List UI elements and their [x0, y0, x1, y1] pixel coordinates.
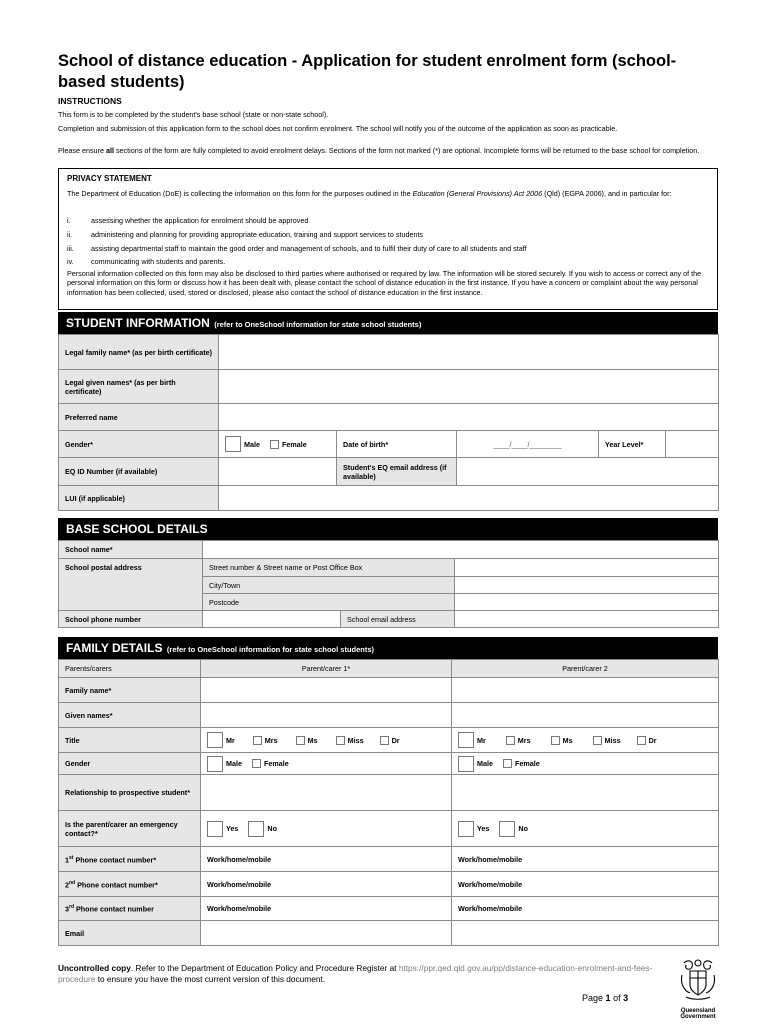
gender-female-checkbox[interactable]: [270, 440, 279, 449]
parent2-title-ms-checkbox[interactable]: [551, 736, 560, 745]
student-info-header: STUDENT INFORMATION (refer to OneSchool information for state school students): [58, 312, 718, 334]
postcode-label: Postcode: [203, 594, 455, 611]
parent1-emergency-options: Yes No: [201, 811, 452, 847]
school-email-label: School email address: [341, 611, 455, 628]
instructions-p2: Completion and submission of this application form to the school does not confirm enrolment. The school will notify you of the outcome of the application as soon as practicable.: [58, 124, 618, 133]
parent-family-name-label: Family name*: [59, 678, 201, 703]
parent2-gender-male-checkbox[interactable]: [458, 756, 474, 772]
relationship-label: Relationship to prospective student*: [59, 775, 201, 811]
dob-field[interactable]: ____/____/________: [457, 431, 599, 458]
parent1-title-dr-checkbox[interactable]: [380, 736, 389, 745]
base-school-header: BASE SCHOOL DETAILS: [58, 518, 718, 540]
parent2-gender-options: Male Female: [452, 753, 719, 775]
privacy-item: ii. administering and planning for providing appropriate education, training and support services to students: [67, 230, 424, 239]
school-phone-field[interactable]: [203, 611, 341, 628]
family-details-header: FAMILY DETAILS (refer to OneSchool information for state school students): [58, 637, 718, 659]
phone1-label: 1st Phone contact number*: [59, 847, 201, 872]
parent2-family-name-field[interactable]: [452, 678, 719, 703]
privacy-intro: The Department of Education (DoE) is collecting the information on this form for the purposes outlined in the Education (General Provisions) Act 2006 (Qld) (EGPA 2006), and in particular for:: [67, 189, 672, 198]
street-label: Street number & Street name or Post Office Box: [203, 559, 455, 577]
footer-note: Uncontrolled copy. Refer to the Department of Education Policy and Procedure Register at https://ppr.qed.qld.gov.au/pp/distance-education-enrolment-and-fees-procedure to ensure you have the most current version of this document.: [58, 963, 653, 984]
parent2-title-miss-checkbox[interactable]: [593, 736, 602, 745]
family-name-label: Legal family name* (as per birth certificate): [59, 335, 219, 370]
parent1-emergency-yes-checkbox[interactable]: [207, 821, 223, 837]
parent2-title-options: Mr Mrs Ms Miss Dr: [452, 728, 719, 753]
logo-text: Queensland Government: [680, 1008, 716, 1020]
city-field[interactable]: [455, 577, 719, 594]
family-details-table: [58, 659, 719, 946]
parent2-emergency-no-checkbox[interactable]: [499, 821, 515, 837]
parent2-header: Parent/carer 2: [452, 660, 719, 678]
instructions-p3: Please ensure all sections of the form are fully completed to avoid enrolment delays. Sections of the form not marked (*) are optional. Incomplete forms will be returned to the base school for completion.: [58, 146, 700, 155]
parent2-title-dr-checkbox[interactable]: [637, 736, 646, 745]
parent1-header: Parent/carer 1*: [201, 660, 452, 678]
parent1-family-name-field[interactable]: [201, 678, 452, 703]
parent2-emergency-options: Yes No: [452, 811, 719, 847]
parent2-email-field[interactable]: [452, 921, 719, 946]
parent1-given-names-field[interactable]: [201, 703, 452, 728]
parent2-phone2-field[interactable]: Work/home/mobile: [452, 872, 719, 897]
gender-options: Male Female: [219, 431, 337, 458]
eqid-field[interactable]: [219, 458, 337, 486]
parent2-title-mrs-checkbox[interactable]: [506, 736, 515, 745]
parent2-phone1-field[interactable]: Work/home/mobile: [452, 847, 719, 872]
parent2-phone3-field[interactable]: Work/home/mobile: [452, 897, 719, 921]
privacy-closing: Personal information collected on this form may also be disclosed to third parties where authorised or required by law. The information will be stored securely. If you wish to access or correct any of the personal information on this form or discuss how it has been dealt with, please contact the school of distance education in the first instance. If you have a concern or complaint about the way personal information has been collected, used, stored or disclosed, please also contact the school of distance education in the first instance.: [67, 269, 702, 297]
page-number: Page 1 of 3: [582, 993, 629, 1003]
parent2-emergency-yes-checkbox[interactable]: [458, 821, 474, 837]
given-names-label: Legal given names* (as per birth certificate): [59, 370, 219, 404]
street-field[interactable]: [455, 559, 719, 577]
privacy-item: iv. communicating with students and parents.: [67, 257, 226, 266]
parent2-given-names-field[interactable]: [452, 703, 719, 728]
parent-given-names-label: Given names*: [59, 703, 201, 728]
base-school-table: [58, 540, 719, 628]
parent1-emergency-no-checkbox[interactable]: [248, 821, 264, 837]
page-title: School of distance education - Application for student enrolment form (school-based students): [58, 52, 677, 91]
parent1-title-miss-checkbox[interactable]: [336, 736, 345, 745]
queensland-government-crest: [676, 957, 720, 1020]
eq-email-field[interactable]: [457, 458, 719, 486]
instructions-p1: This form is to be completed by the student's base school (state or non-state school).: [58, 110, 329, 119]
phone3-label: 3rd Phone contact number: [59, 897, 201, 921]
family-name-field[interactable]: [219, 335, 719, 370]
school-phone-label: School phone number: [59, 611, 203, 628]
parent1-gender-options: Male Female: [201, 753, 452, 775]
instructions-heading: INSTRUCTIONS: [58, 96, 122, 106]
school-name-label: School name*: [59, 541, 203, 559]
emergency-contact-label: Is the parent/carer an emergency contact?*: [59, 811, 201, 847]
postal-address-label: School postal address: [59, 559, 203, 611]
year-level-label: Year Level*: [599, 431, 666, 458]
phone2-label: 2nd Phone contact number*: [59, 872, 201, 897]
parent-email-label: Email: [59, 921, 201, 946]
parent1-gender-male-checkbox[interactable]: [207, 756, 223, 772]
privacy-item: i. assessing whether the application for enrolment should be approved: [67, 216, 309, 225]
parent1-title-ms-checkbox[interactable]: [296, 736, 305, 745]
parent1-title-mrs-checkbox[interactable]: [253, 736, 262, 745]
ppr-link[interactable]: https://ppr.qed.qld.gov.au/pp/distance-education-enrolment-and-fees-procedure: [58, 963, 653, 984]
privacy-statement-box: [58, 168, 718, 310]
parent1-gender-female-checkbox[interactable]: [252, 759, 261, 768]
parent1-title-options: Mr Mrs Ms Miss Dr: [201, 728, 452, 753]
student-info-table: [58, 334, 719, 511]
year-level-field[interactable]: [666, 431, 719, 458]
lui-field[interactable]: [219, 486, 719, 511]
school-email-field[interactable]: [455, 611, 719, 628]
gender-label: Gender*: [59, 431, 219, 458]
parent1-phone2-field[interactable]: Work/home/mobile: [201, 872, 452, 897]
lui-label: LUI (if applicable): [59, 486, 219, 511]
postcode-field[interactable]: [455, 594, 719, 611]
parent1-phone1-field[interactable]: Work/home/mobile: [201, 847, 452, 872]
parent1-relationship-field[interactable]: [201, 775, 452, 811]
school-name-field[interactable]: [203, 541, 719, 559]
parents-carers-header: Parents/carers: [59, 660, 201, 678]
eq-email-label: Student's EQ email address (if available): [337, 458, 457, 486]
parent2-gender-female-checkbox[interactable]: [503, 759, 512, 768]
preferred-name-field[interactable]: [219, 404, 719, 431]
preferred-name-label: Preferred name: [59, 404, 219, 431]
parent2-title-mr-checkbox[interactable]: [458, 732, 474, 748]
parent-gender-label: Gender: [59, 753, 201, 775]
parent1-email-field[interactable]: [201, 921, 452, 946]
gender-male-checkbox[interactable]: [225, 436, 241, 452]
parent1-phone3-field[interactable]: Work/home/mobile: [201, 897, 452, 921]
given-names-field[interactable]: [219, 370, 719, 404]
eqid-label: EQ ID Number (if available): [59, 458, 219, 486]
parent1-title-mr-checkbox[interactable]: [207, 732, 223, 748]
parent2-relationship-field[interactable]: [452, 775, 719, 811]
parent-title-label: Title: [59, 728, 201, 753]
privacy-heading: PRIVACY STATEMENT: [67, 174, 152, 183]
dob-label: Date of birth*: [337, 431, 457, 458]
crest-icon: [676, 957, 720, 1003]
city-label: City/Town: [203, 577, 455, 594]
privacy-item: iii. assisting departmental staff to maintain the good order and management of schools, and to fulfil their duty of care to all students and staff: [67, 244, 527, 253]
